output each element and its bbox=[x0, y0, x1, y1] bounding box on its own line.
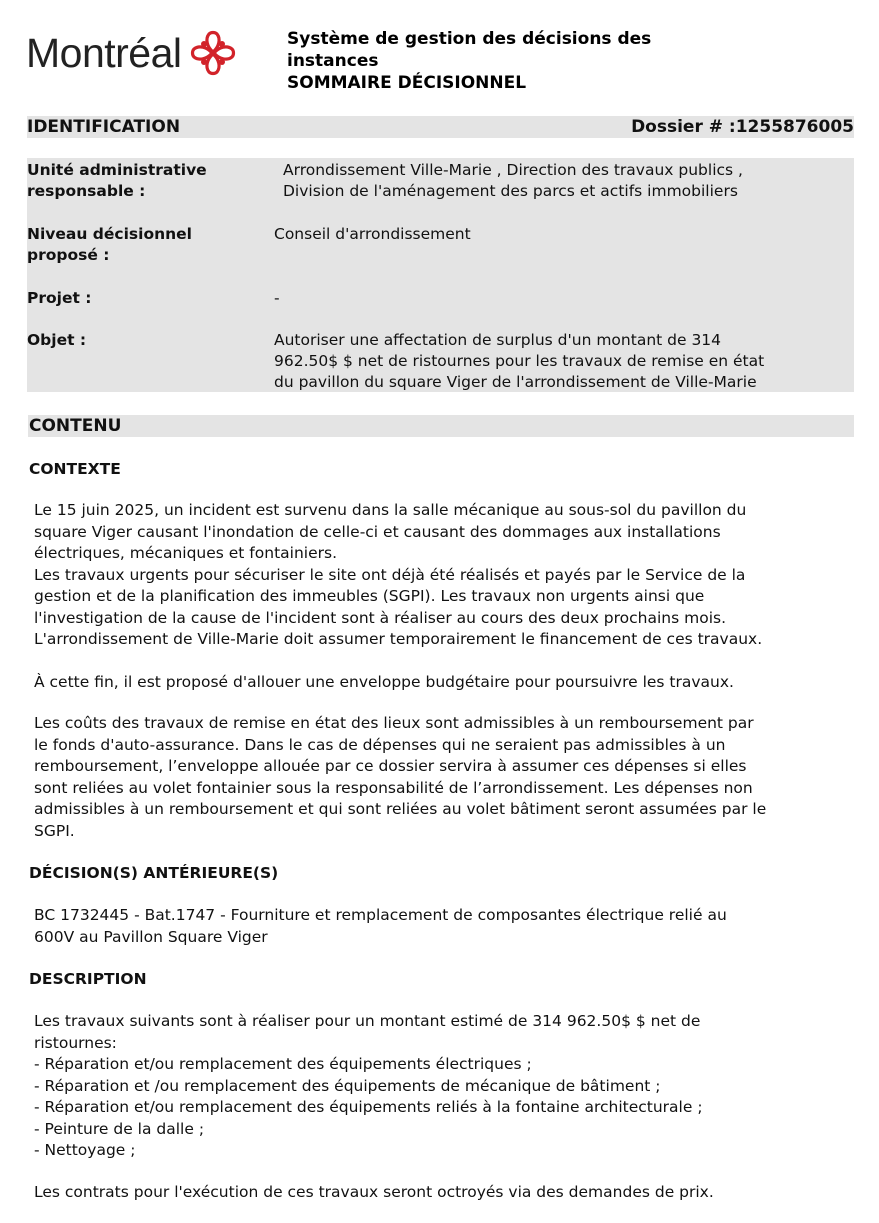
id-label-projet: Projet : bbox=[27, 289, 92, 307]
header-titles bbox=[287, 28, 757, 94]
id-row-niveau bbox=[27, 202, 854, 268]
logo-wordmark: Montréal bbox=[26, 29, 182, 76]
contexte-heading: CONTEXTE bbox=[29, 460, 121, 478]
montreal-rosette-icon bbox=[188, 28, 238, 78]
contenu-heading: CONTENU bbox=[29, 416, 122, 436]
description-heading: DESCRIPTION bbox=[29, 970, 147, 988]
contexte-paragraph-3: Les coûts des travaux de remise en état des lieux sont admissibles à un remboursement par le fonds d'auto-assurance. Dans le cas de dépenses qui ne seraient pas admissibles à un remboursement, l’enveloppe allouée par ce dossier servira à assumer ces dépenses si elles sont reliées au volet fontainier sous la responsabilité de l’arrondissement. Les dépenses non admissibles à un remboursement et qui sont reliées au volet bâtiment seront assumées par le SGPI. bbox=[34, 714, 767, 840]
system-title-line1: Système de gestion des décisions des bbox=[287, 29, 652, 49]
system-title-line2: instances bbox=[287, 51, 379, 71]
decisions-heading: DÉCISION(S) ANTÉRIEURE(S) bbox=[29, 864, 279, 882]
contexte-paragraph-1: Le 15 juin 2025, un incident est survenu dans la salle mécanique au sous-sol du pavillon du square Viger causant l'inondation de celle-ci et causant des dommages aux installations électriques, mécaniques et fontainiers. Les travaux urgents pour sécuriser le site ont déjà été réalisés et payés par le Service de la gestion et de la planification des immeubles (SGPI). Les travaux non urgents ainsi que l'investigation de la cause de l'incident sont à réaliser au cours des deux prochains mois. L'arrondissement de Ville-Marie doit assumer temporairement le financement de ces travaux. bbox=[34, 501, 763, 648]
dossier-number: Dossier # :1255876005 bbox=[631, 117, 854, 137]
id-value-unite: Arrondissement Ville-Marie , Direction des travaux publics , Division de l'aménagement des parcs et actifs immobiliers bbox=[283, 161, 743, 200]
montreal-logo bbox=[26, 28, 238, 78]
contenu-bar bbox=[28, 415, 854, 437]
id-row-projet bbox=[27, 268, 854, 328]
contexte-paragraph-2: À cette fin, il est proposé d'allouer une enveloppe budgétaire pour poursuivre les travaux. bbox=[34, 673, 734, 691]
id-label-objet: Objet : bbox=[27, 331, 87, 349]
id-row-objet bbox=[27, 328, 854, 392]
description-paragraph-1: Les travaux suivants sont à réaliser pour un montant estimé de 314 962.50$ $ net de ristournes: - Réparation et/ou remplacement des équipements électriques ; - Réparation et /ou remplacement des équipements de mécanique de bâtiment ; - Réparation et/ou remplacement des équipements reliés à la fontaine architecturale ; - Peinture de la dalle ; - Nettoyage ; bbox=[34, 1012, 703, 1159]
id-row-unite bbox=[27, 158, 854, 202]
id-value-niveau: Conseil d'arrondissement bbox=[274, 225, 471, 243]
decisions-paragraph: BC 1732445 - Bat.1747 - Fourniture et remplacement de composantes électrique relié au 600V au Pavillon Square Viger bbox=[34, 906, 727, 946]
id-label-unite: Unité administrative responsable : bbox=[27, 161, 207, 200]
id-label-niveau: Niveau décisionnel proposé : bbox=[27, 225, 192, 264]
id-value-objet: Autoriser une affectation de surplus d'un montant de 314 962.50$ $ net de ristournes pour les travaux de remise en état du pavillon du square Viger de l'arrondissement de Ville-Marie bbox=[274, 331, 765, 391]
summary-title: SOMMAIRE DÉCISIONNEL bbox=[287, 73, 527, 93]
identification-bar bbox=[27, 116, 854, 138]
id-value-projet: - bbox=[274, 289, 280, 307]
identification-heading: IDENTIFICATION bbox=[27, 117, 181, 137]
description-paragraph-2: Les contrats pour l'exécution de ces travaux seront octroyés via des demandes de prix. bbox=[34, 1183, 714, 1201]
